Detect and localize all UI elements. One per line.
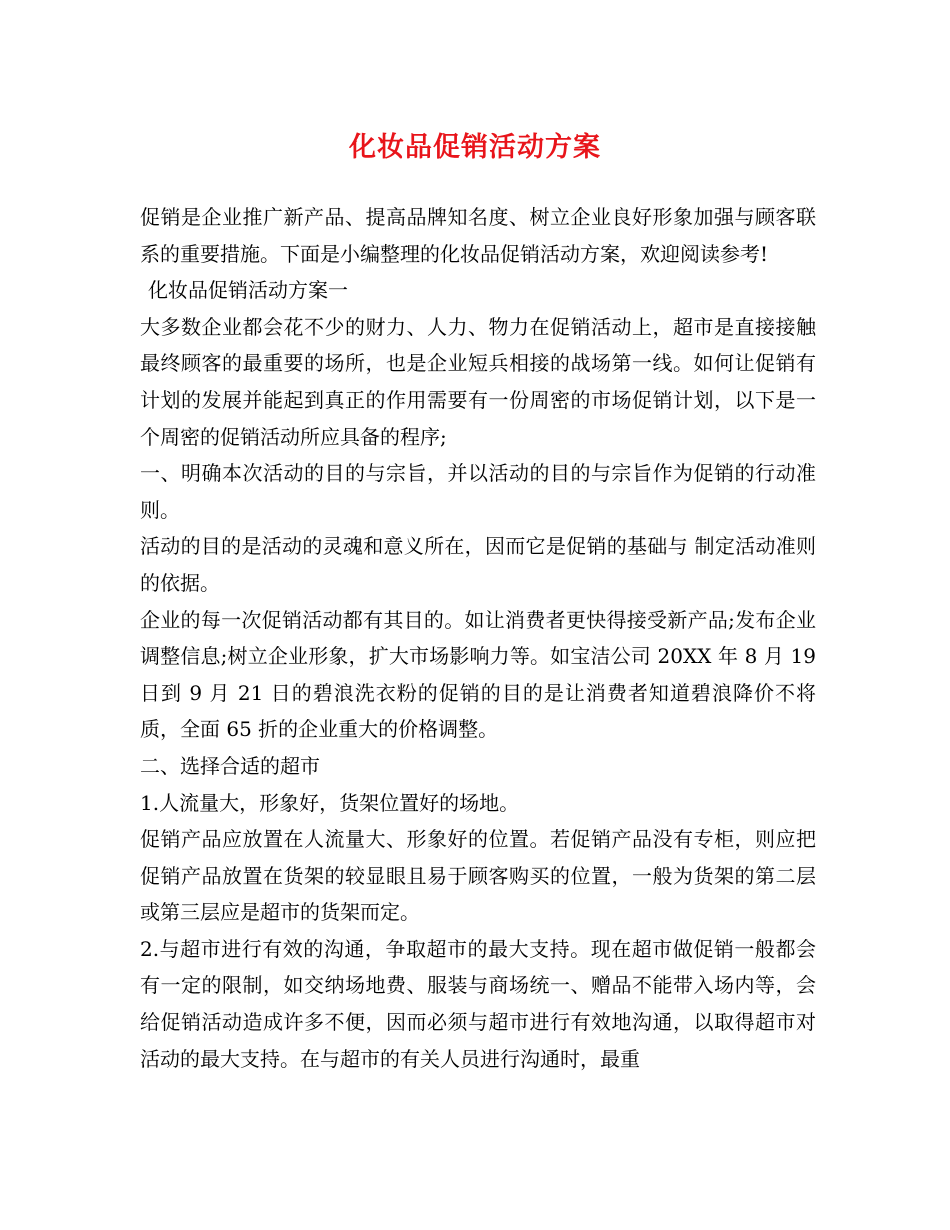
paragraph-background: 大多数企业都会花不少的财力、人力、物力在促销活动上，超市是直接接触最终顾客的最重要的场所，也是企业短兵相接的战场第一线。如何让促销有计划的发展并能起到真正的作用需要有一份周密的市场促销计划，以下是一个周密的促销活动所应具备的程序; — [140, 314, 816, 449]
document-body — [140, 199, 816, 1077]
paragraph-placement: 促销产品应放置在人流量大、形象好的位置。若促销产品没有专柜，则应把促销产品放置在货架的较显眼且易于顾客购买的位置，一般为货架的第二层或第三层应是超市的货架而定。 — [140, 827, 816, 925]
list-item-location: 1.人流量大，形象好，货架位置好的场地。 — [140, 790, 520, 815]
paragraph-purpose-example: 企业的每一次促销活动都有其目的。如让消费者更快得接受新产品;发布企业调整信息;树立企业形象，扩大市场影响力等。如宝洁公司 20XX 年 8 月 19 日到 9 月 21 日的碧浪洗衣粉的促销的目的是让消费者知道碧浪降价不将质，全面 65 折的企业重大的价格调整。 — [140, 607, 816, 742]
section-heading-plan-one: 化妆品促销活动方案一 — [148, 278, 348, 303]
paragraph-intro: 促销是企业推广新产品、提高品牌知名度、树立企业良好形象加强与顾客联系的重要措施。下面是小编整理的化妆品促销活动方案，欢迎阅读参考! — [140, 205, 816, 266]
paragraph-purpose-basis: 活动的目的是活动的灵魂和意义所在，因而它是促销的基础与 制定活动准则的依据。 — [140, 534, 816, 595]
section-heading-supermarket: 二、选择合适的超市 — [140, 753, 320, 778]
section-heading-purpose: 一、明确本次活动的目的与宗旨，并以活动的目的与宗旨作为促销的行动准则。 — [140, 461, 816, 522]
document-title: 化妆品促销活动方案 — [349, 132, 601, 163]
list-item-communication: 2.与超市进行有效的沟通，争取超市的最大支持。现在超市做促销一般都会有一定的限制，如交纳场地费、服装与商场统一、赠品不能带入场内等，会给促销活动造成许多不便，因而必须与超市进行有效地沟通，以取得超市对活动的最大支持。在与超市的有关人员进行沟通时，最重 — [140, 936, 816, 1071]
